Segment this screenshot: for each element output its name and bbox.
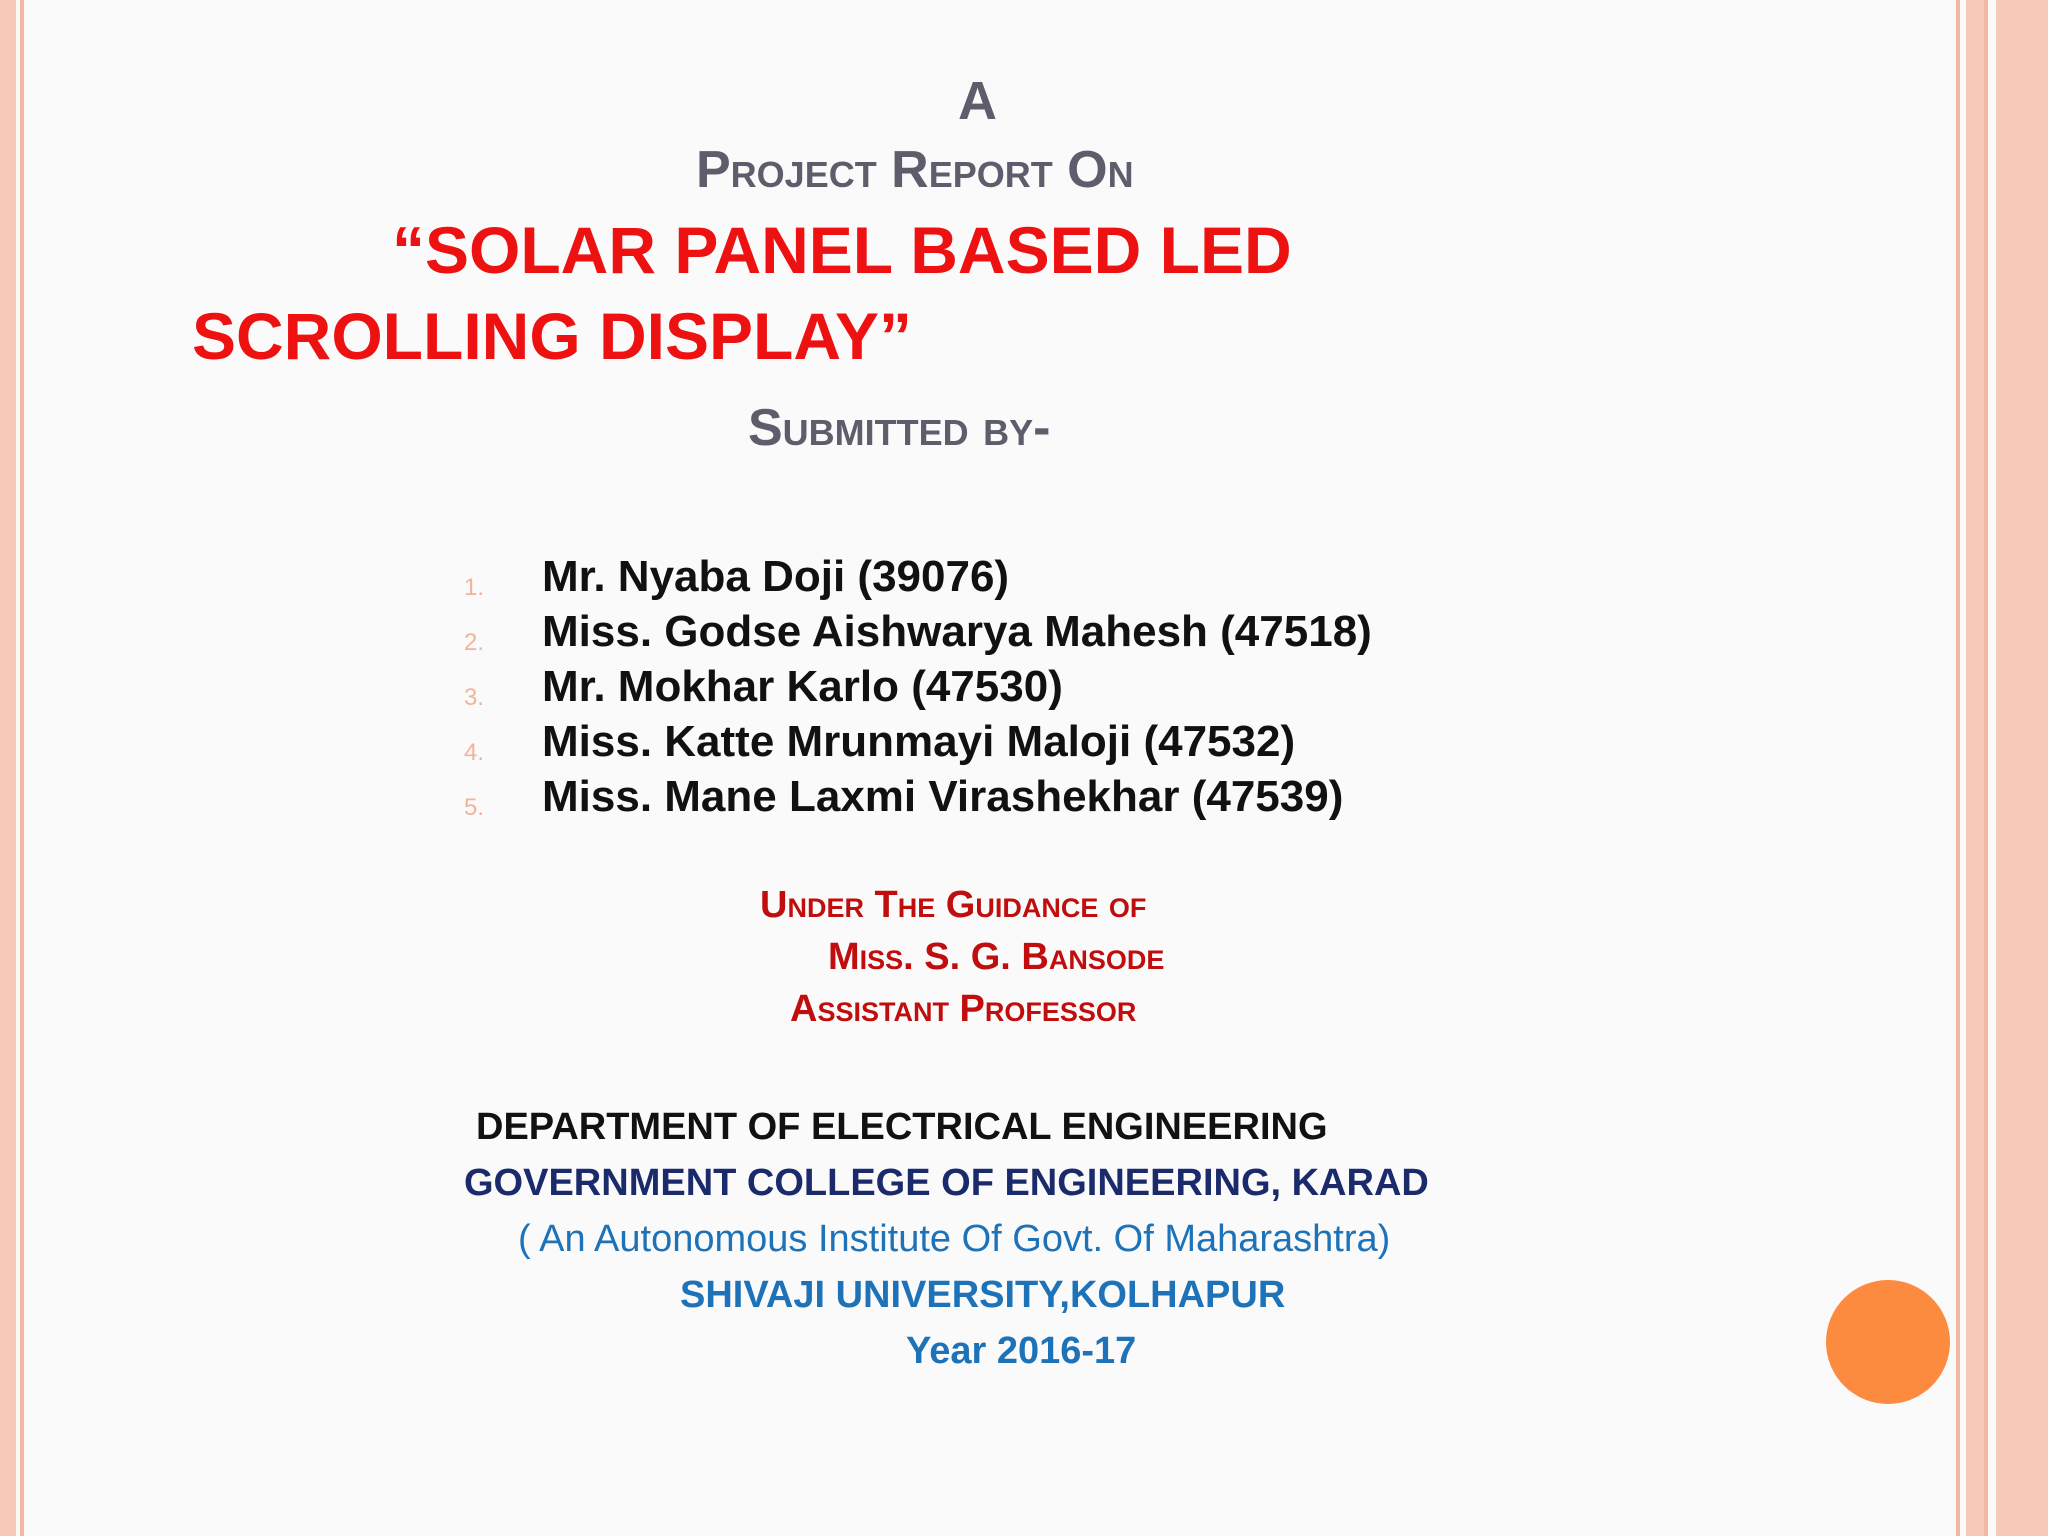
student-name: Mr. Nyaba Doji (39076) [542,552,1010,601]
student-name: Miss. Katte Mrunmayi Maloji (47532) [542,717,1296,766]
left-border-stripe [0,0,16,1536]
student-name: Miss. Mane Laxmi Virashekhar (47539) [542,772,1344,821]
student-name: Miss. Godse Aishwarya Mahesh (47518) [542,607,1372,656]
right-border-stripe [1966,0,1984,1536]
left-border-line [20,0,24,1536]
guide-designation: Assistant Professor [790,988,1137,1030]
college-name: GOVERNMENT COLLEGE OF ENGINEERING, KARAD [464,1162,1429,1204]
student-number: 1. [464,574,485,601]
project-title-line-2: SCROLLING DISPLAY” [192,299,912,373]
student-number: 2. [464,629,485,656]
student-number: 5. [464,794,485,821]
student-number: 3. [464,684,485,711]
autonomous-note: ( An Autonomous Institute Of Govt. Of Maharashtra) [518,1218,1391,1260]
university-name: SHIVAJI UNIVERSITY,KOLHAPUR [680,1274,1286,1316]
student-name: Mr. Mokhar Karlo (47530) [542,662,1063,711]
department-name: DEPARTMENT OF ELECTRICAL ENGINEERING [476,1106,1328,1148]
right-border-line-inner [1984,0,1988,1536]
academic-year: Year 2016-17 [906,1330,1137,1372]
guide-name: Miss. S. G. Bansode [828,936,1165,978]
project-title-line-1: “SOLAR PANEL BASED LED [392,213,1292,287]
heading-project-report-on: Project Report On [696,141,1134,199]
guidance-heading: Under The Guidance of [760,884,1147,926]
submitted-by-heading: Submitted by- [748,399,1051,457]
student-number: 4. [464,739,485,766]
orange-circle-decoration [1826,1280,1950,1404]
right-border-line [1956,0,1960,1536]
right-border-band [1996,0,2048,1536]
heading-a: A [958,71,997,131]
